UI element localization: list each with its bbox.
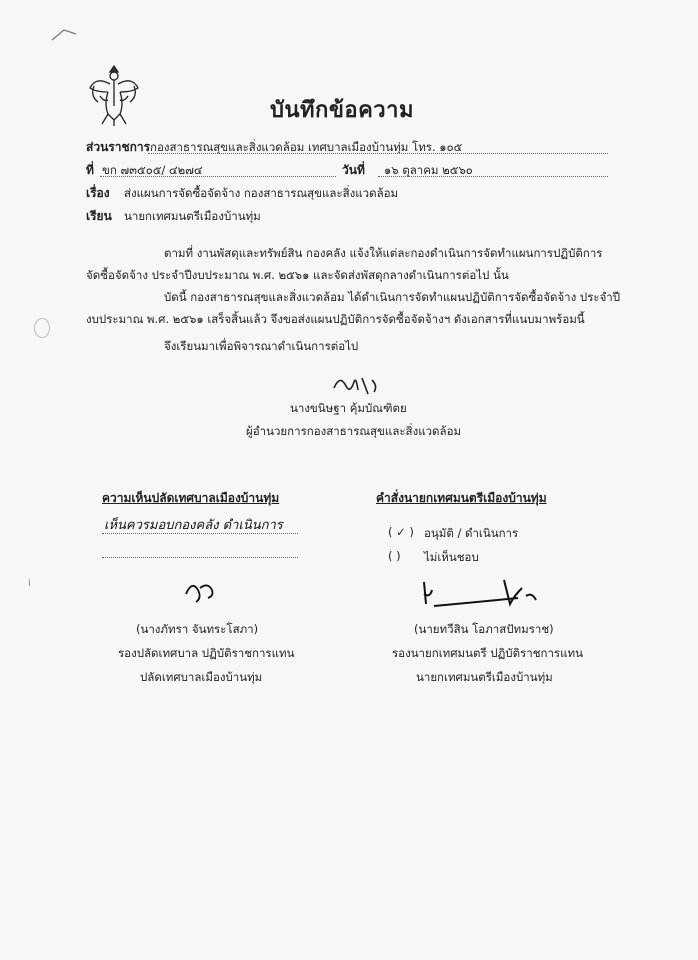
director-signature [328,372,388,400]
date-label: วันที่ [342,163,365,177]
deputy-clerk-signature [178,572,224,608]
punch-hole [34,318,50,338]
to-value: นายกเทศมนตรีเมืองบ้านทุ่ม [124,209,261,223]
binding-mark: i [28,578,31,589]
subject-value: ส่งแผนการจัดซื้อจัดจ้าง กองสาธารณสุขและสิ่งแวดล้อม [124,186,399,200]
mayor-order-heading: คำสั่งนายกเทศมนตรีเมืองบ้านทุ่ม [376,491,547,505]
signer-name: นางขนิษฐา คุ้มบัณฑิตย [290,401,407,415]
approve-checkbox: ( ✓ ) [388,525,414,539]
deputy-mayor-signature [418,574,554,614]
deputy-mayor-position-1: รองนายกเทศมนตรี ปฏิบัติราชการแทน [392,646,583,660]
disapprove-checkbox: ( ) [388,549,401,563]
body-paragraph-2-line-2: งบประมาณ พ.ศ. ๒๕๖๑ เสร็จสิ้นแล้ว จึงขอส่งแผนปฏิบัติการจัดซื้อจัดจ้างฯ ดังเอกสารที่แนบมาพร้อมนี้ [86,312,585,326]
deputy-clerk-position-1: รองปลัดเทศบาล ปฏิบัติราชการแทน [118,646,295,660]
disapprove-label: ไม่เห็นชอบ [424,550,479,564]
opinion-dotline-2 [102,557,298,558]
subject-label: เรื่อง [86,186,110,200]
approve-label: อนุมัติ / ดำเนินการ [424,526,519,540]
deputy-clerk-name: (นางภัทรา จันทระโสภา) [136,622,259,636]
ref-dotline [100,176,336,177]
garuda-seal-icon [86,62,142,128]
deputy-clerk-position-2: ปลัดเทศบาลเมืองบ้านทุ่ม [140,670,263,684]
body-paragraph-2-line-1: บัดนี้ กองสาธารณสุขและสิ่งแวดล้อม ได้ดำเนินการจัดทำแผนปฏิบัติการจัดซื้อจัดจ้าง ประจำปี [164,290,621,304]
ref-value: ขก ๗๓๕๐๕/ ๔๒๗๔ [102,163,203,177]
pen-mark [46,26,86,46]
deputy-clerk-opinion-heading: ความเห็นปลัดเทศบาลเมืองบ้านทุ่ม [102,491,280,505]
body-paragraph-3: จึงเรียนมาเพื่อพิจารณาดำเนินการต่อไป [164,339,359,353]
deputy-mayor-name: (นายทวีสิน โอภาสปัทมราช) [414,622,554,636]
agency-label: ส่วนราชการ [86,140,151,154]
opinion-dotline-1 [102,533,298,534]
body-paragraph-1-line-1: ตามที่ งานพัสดุและทรัพย์สิน กองคลัง แจ้งให้แต่ละกองดำเนินการจัดทำแผนการปฏิบัติการ [164,246,603,260]
date-dotline [378,176,608,177]
body-paragraph-1-line-2: จัดซื้อจัดจ้าง ประจำปีงบประมาณ พ.ศ. ๒๕๖๑ และจัดส่งพัสดุกลางดำเนินการต่อไป นั้น [86,268,509,282]
agency-dotline [148,153,608,154]
signer-position: ผู้อำนวยการกองสาธารณสุขและสิ่งแวดล้อม [246,424,462,438]
date-value: ๑๖ ตุลาคม ๒๕๖๐ [384,163,473,177]
deputy-mayor-position-2: นายกเทศมนตรีเมืองบ้านทุ่ม [416,670,553,684]
handwritten-opinion: เห็นควรมอบกองคลัง ดำเนินการ [104,518,283,533]
ref-label: ที่ [86,163,94,177]
agency-value: กองสาธารณสุขและสิ่งแวดล้อม เทศบาลเมืองบ้านทุ่ม โทร. ๑๐๕ [150,140,463,154]
to-label: เรียน [86,209,112,223]
document-title: บันทึกข้อความ [270,98,415,123]
